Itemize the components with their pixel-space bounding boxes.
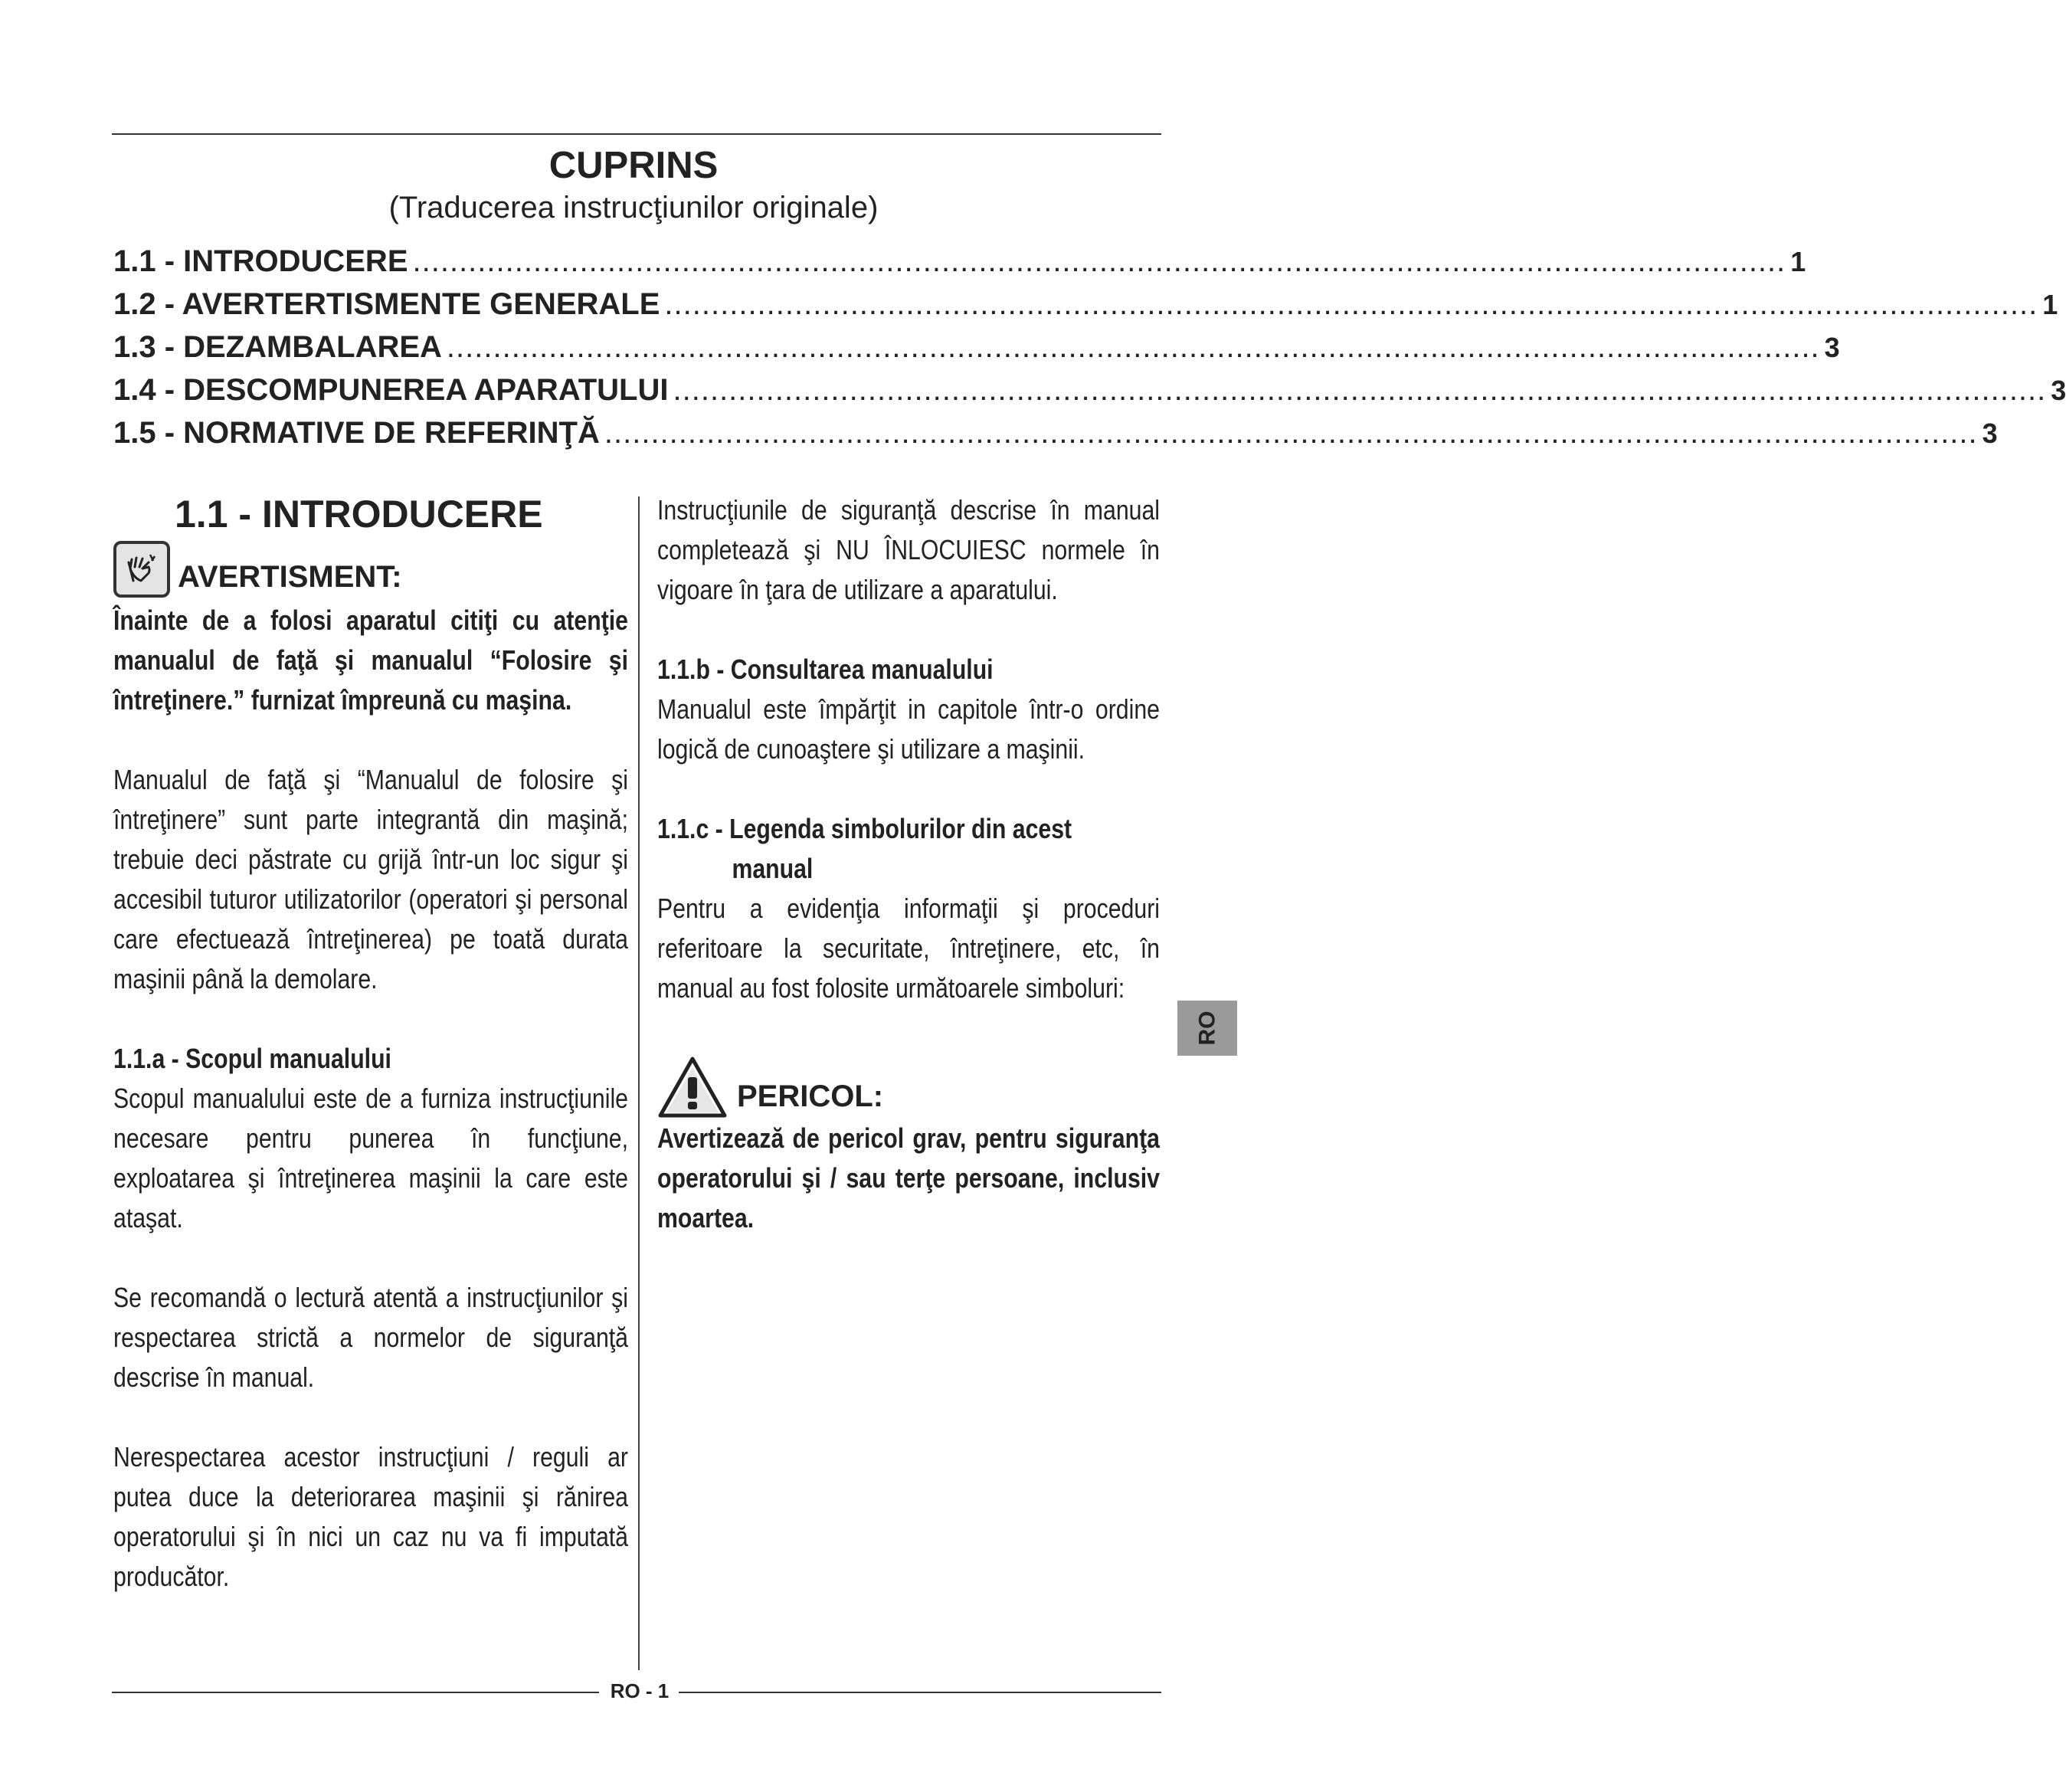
- warning-header: [113, 541, 628, 598]
- toc-entry[interactable]: [113, 242, 1806, 285]
- subsection-heading: 1.1.c - Legenda simbolurilor din acest: [657, 813, 1072, 844]
- page-number: RO - 1: [610, 1679, 670, 1702]
- toc-entry-page: 1: [1790, 246, 1806, 277]
- subsection-heading: 1.1.a - Scopul manualului: [113, 1043, 391, 1074]
- toc-leader: ....................................................................................................................................................: [604, 416, 1978, 450]
- warning-hand-icon: [113, 541, 170, 598]
- paragraph: Nerespectarea acestor instrucţiuni / reguli ar putea duce la deteriorarea maşinii şi rănirea operatorului şi în nici un caz nu va fi imputată producător.: [113, 1441, 628, 1592]
- footer-rule-left: [112, 1692, 599, 1693]
- footer-rule-right: [679, 1692, 1161, 1693]
- toc-entry-label: 1.3 - DEZAMBALAREA: [113, 330, 442, 364]
- section-heading: 1.1 - INTRODUCERE: [175, 493, 543, 536]
- right-column: [657, 490, 1160, 1238]
- toc-entry-page: 1: [2042, 289, 2058, 320]
- toc-entry[interactable]: [113, 285, 2058, 328]
- language-tab: [1177, 1001, 1237, 1056]
- warning-text: Înainte de a folosi aparatul citiţi cu atenţie manualul de faţă şi manualul “Folosire şi întreţinere.” furnizat împreună cu maşina.: [113, 604, 628, 716]
- top-rule: [112, 133, 1161, 135]
- toc-entry-label: 1.4 - DESCOMPUNEREA APARATULUI: [113, 373, 669, 407]
- danger-triangle-icon: [657, 1056, 728, 1119]
- toc-entry[interactable]: [113, 328, 1840, 371]
- toc-entry[interactable]: [113, 371, 2066, 414]
- paragraph: Se recomandă o lectură atentă a instrucţiunilor şi respectarea strictă a normelor de siguranţă descrise în manual.: [113, 1282, 628, 1393]
- toc-entry[interactable]: [113, 414, 1998, 457]
- danger-text: Avertizează de pericol grav, pentru siguranţa operatorului şi / sau terţe persoane, inclusiv moartea.: [657, 1122, 1160, 1233]
- toc-entry-page: 3: [2051, 375, 2066, 406]
- toc-leader: ....................................................................................................................................................: [664, 287, 2038, 321]
- toc-entry-label: 1.1 - INTRODUCERE: [113, 244, 408, 278]
- language-tab-label: RO: [1194, 1011, 1220, 1046]
- toc-subtitle: (Traducerea instrucţiunilor originale): [388, 191, 879, 224]
- paragraph: Manualul este împărţit in capitole într-o ordine logică de cunoaştere şi utilizare a maşinii.: [657, 693, 1160, 765]
- toc-entry-page: 3: [1824, 332, 1840, 363]
- toc-entry-label: 1.2 - AVERTERTISMENTE GENERALE: [113, 287, 660, 321]
- paragraph: Instrucţiunile de siguranţă descrise în manual completează şi NU ÎNLOCUIESC normele în vigoare în ţara de utilizare a aparatului.: [657, 494, 1160, 605]
- left-column: [113, 490, 628, 1597]
- toc-entry-page: 3: [1982, 418, 1998, 449]
- danger-title: PERICOL:: [737, 1079, 884, 1113]
- warning-title: AVERTISMENT:: [178, 560, 402, 594]
- danger-header: [657, 1056, 1160, 1119]
- toc-leader: ....................................................................................................................................................: [446, 330, 1820, 364]
- toc-leader: ....................................................................................................................................................: [673, 373, 2047, 407]
- subsection-heading-continued: manual: [732, 853, 814, 884]
- paragraph: Scopul manualului este de a furniza instrucţiunile necesare pentru punerea în funcţiune, exploatarea şi întreţinerea maşinii la care este ataşat.: [113, 1083, 628, 1233]
- table-of-contents: [113, 242, 2066, 457]
- toc-title: CUPRINS: [548, 145, 719, 186]
- column-divider: [638, 496, 640, 1670]
- paragraph: Pentru a evidenţia informaţii şi proceduri referitoare la securitate, întreţinere, etc, în manual au fost folosite următoarele simboluri:: [657, 893, 1160, 1004]
- subsection-heading: 1.1.b - Consultarea manualului: [657, 654, 994, 685]
- paragraph: Manualul de faţă şi “Manualul de folosire şi întreţinere” sunt parte integrantă din maşină; trebuie deci păstrate cu grijă într-un loc sigur şi accesibil tuturor utilizatorilor (operatori şi personal care efectuează întreţinerea) pe toată durata maşinii până la demolare.: [113, 764, 628, 994]
- toc-entry-label: 1.5 - NORMATIVE DE REFERINŢĂ: [113, 416, 600, 450]
- toc-leader: ....................................................................................................................................................: [412, 244, 1786, 278]
